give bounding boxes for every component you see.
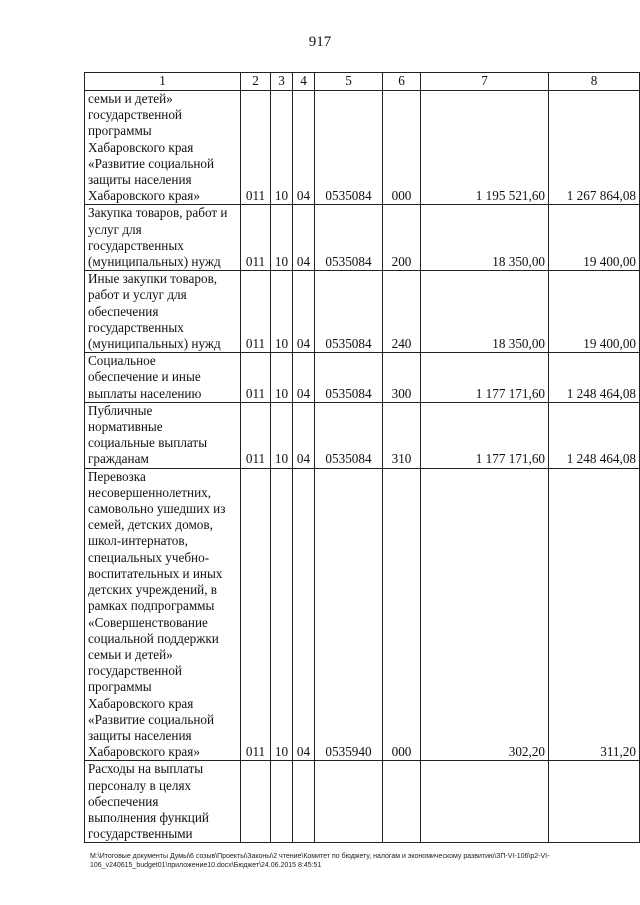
- amount-col-7: 302,20: [421, 468, 549, 761]
- target-article-code: 0535084: [315, 402, 383, 468]
- header-col-7: 7: [421, 73, 549, 91]
- section-code: 10: [271, 468, 293, 761]
- target-article-code: 0535084: [315, 205, 383, 271]
- amount-col-7: 18 350,00: [421, 205, 549, 271]
- table-row: [85, 468, 640, 761]
- amount-col-7: [421, 761, 549, 843]
- header-col-3: 3: [271, 73, 293, 91]
- row-name: Иные закупки товаров, работ и услуг для обеспечения государственных (муниципальных) нужд: [85, 271, 241, 353]
- amount-col-8: 311,20: [549, 468, 640, 761]
- row-name: семьи и детей» государственной программы Хабаровского края «Развитие социальной защиты населения Хабаровского края»: [85, 91, 241, 205]
- amount-col-7: 1 177 171,60: [421, 353, 549, 403]
- header-col-8: 8: [549, 73, 640, 91]
- amount-col-8: 1 248 464,08: [549, 353, 640, 403]
- header-col-5: 5: [315, 73, 383, 91]
- expense-type-code: 000: [383, 468, 421, 761]
- section-code: 10: [271, 271, 293, 353]
- ministry-code: [241, 761, 271, 843]
- header-col-4: 4: [293, 73, 315, 91]
- row-name: Публичные нормативные социальные выплаты гражданам: [85, 402, 241, 468]
- row-name: Расходы на выплаты персоналу в целях обеспечения выполнения функций государственными: [85, 761, 241, 843]
- amount-col-8: 19 400,00: [549, 205, 640, 271]
- expense-type-code: 200: [383, 205, 421, 271]
- expense-type-code: 310: [383, 402, 421, 468]
- amount-col-8: 19 400,00: [549, 271, 640, 353]
- section-code: 10: [271, 353, 293, 403]
- ministry-code: 011: [241, 353, 271, 403]
- amount-col-8: [549, 761, 640, 843]
- table-row: [85, 761, 640, 843]
- subsection-code: 04: [293, 402, 315, 468]
- table-row: [85, 205, 640, 271]
- target-article-code: [315, 761, 383, 843]
- budget-table: [84, 72, 640, 843]
- section-code: [271, 761, 293, 843]
- ministry-code: 011: [241, 205, 271, 271]
- table-row: [85, 91, 640, 205]
- subsection-code: 04: [293, 91, 315, 205]
- ministry-code: 011: [241, 468, 271, 761]
- row-name: Закупка товаров, работ и услуг для государственных (муниципальных) нужд: [85, 205, 241, 271]
- amount-col-8: 1 267 864,08: [549, 91, 640, 205]
- ministry-code: 011: [241, 402, 271, 468]
- subsection-code: 04: [293, 468, 315, 761]
- amount-col-7: 1 177 171,60: [421, 402, 549, 468]
- ministry-code: 011: [241, 271, 271, 353]
- amount-col-7: 18 350,00: [421, 271, 549, 353]
- subsection-code: 04: [293, 205, 315, 271]
- target-article-code: 0535084: [315, 91, 383, 205]
- row-name: Перевозка несовершеннолетних, самовольно ушедших из семей, детских домов, школ-интернатов, специальных учебно- воспитательных и иных детских учреждений, в рамках подпрограммы «Совершенствование социальной поддержки семьи и детей» государственной программы Хабаровского края «Развитие социальной защиты населения Хабаровского края»: [85, 468, 241, 761]
- expense-type-code: 240: [383, 271, 421, 353]
- target-article-code: 0535084: [315, 271, 383, 353]
- target-article-code: 0535940: [315, 468, 383, 761]
- table-row: [85, 402, 640, 468]
- target-article-code: 0535084: [315, 353, 383, 403]
- header-col-6: 6: [383, 73, 421, 91]
- header-col-1: 1: [85, 73, 241, 91]
- expense-type-code: 000: [383, 91, 421, 205]
- expense-type-code: 300: [383, 353, 421, 403]
- ministry-code: 011: [241, 91, 271, 205]
- section-code: 10: [271, 91, 293, 205]
- header-col-2: 2: [241, 73, 271, 91]
- expense-type-code: [383, 761, 421, 843]
- subsection-code: [293, 761, 315, 843]
- subsection-code: 04: [293, 353, 315, 403]
- page-number: 917: [308, 34, 332, 50]
- table-row: [85, 271, 640, 353]
- section-code: 10: [271, 205, 293, 271]
- amount-col-8: 1 248 464,08: [549, 402, 640, 468]
- table-row: [85, 353, 640, 403]
- header-row: [85, 73, 640, 91]
- file-path-footer: M:\Итоговые документы Думы\6 созыв\Проекты\Законы\2 чтение\Комитет по бюджету, налогам и экономическому развитию\ЗП-VI-106\p2-VI-106_v240615_budget01\приложение10.docx\Бюджет\24.06.2015 8:45:51: [90, 853, 550, 869]
- amount-col-7: 1 195 521,60: [421, 91, 549, 205]
- subsection-code: 04: [293, 271, 315, 353]
- row-name: Социальное обеспечение и иные выплаты населению: [85, 353, 241, 403]
- section-code: 10: [271, 402, 293, 468]
